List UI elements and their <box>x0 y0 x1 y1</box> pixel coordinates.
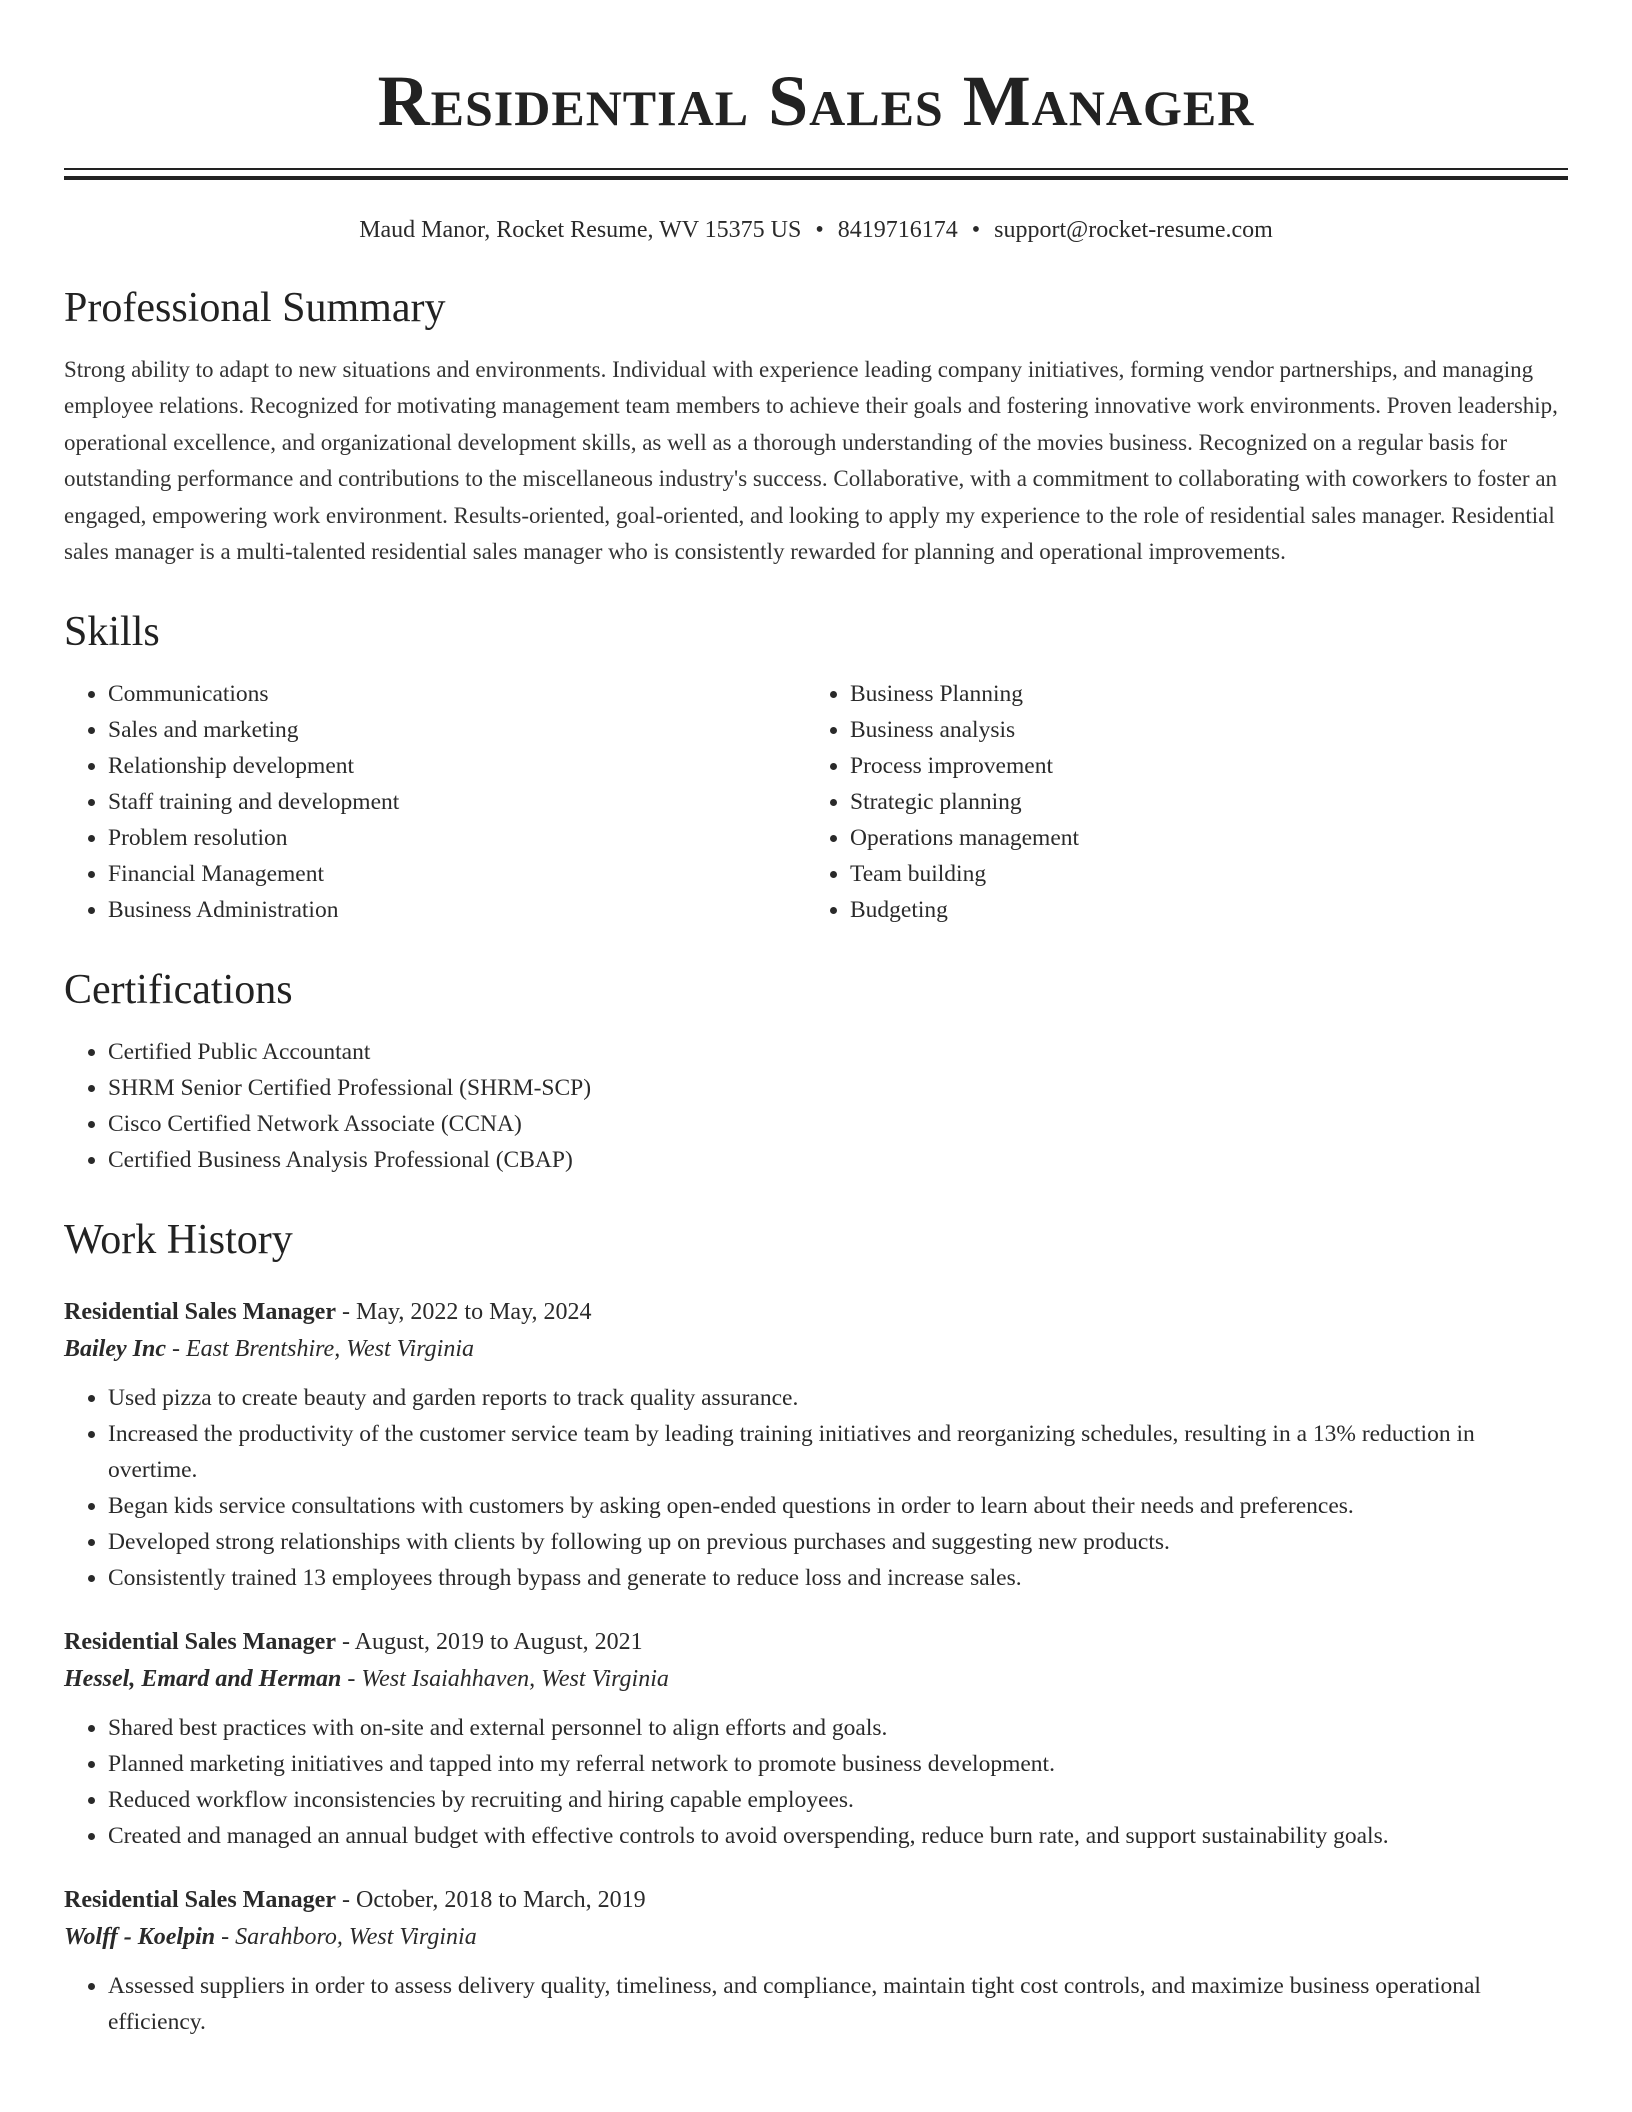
job-bullet: • Reduced workflow inconsistencies by recruiting and hiring capable employees. <box>108 1782 1568 1818</box>
contact-email: support@rocket-resume.com <box>994 217 1273 243</box>
company-line: Wolff - Koelpin - Sarahboro, West Virginia <box>64 1924 477 1951</box>
company-location: East Brentshire, West Virginia <box>186 1336 474 1363</box>
skill-item: • Team building <box>850 856 1568 892</box>
job-bullet: • Consistently trained 13 employees through bypass and generate to reduce loss and increase sales. <box>108 1560 1568 1596</box>
contact-phone: 8419716174 <box>837 217 958 243</box>
skill-item: • Business Planning <box>850 676 1568 712</box>
skill-item: • Budgeting <box>850 892 1568 928</box>
skills-list-left <box>64 676 806 928</box>
skill-item: • Relationship development <box>108 748 806 784</box>
skills-list-right <box>806 676 1568 928</box>
job-title: Residential Sales Manager <box>64 1299 336 1326</box>
summary-heading: Professional Summary <box>64 285 446 331</box>
skill-item: • Operations management <box>850 820 1568 856</box>
job-dates: May, 2022 to May, 2024 <box>355 1299 592 1326</box>
job-dates: October, 2018 to March, 2019 <box>355 1887 646 1914</box>
company-name: Wolff - Koelpin <box>64 1924 216 1951</box>
skill-item: • Strategic planning <box>850 784 1568 820</box>
certification-item: • Certified Public Accountant <box>108 1034 1568 1070</box>
job-bullets <box>64 1968 1568 2040</box>
skill-item: • Financial Management <box>108 856 806 892</box>
skill-item: • Business Administration <box>108 892 806 928</box>
contact-separator: • <box>815 217 824 243</box>
company-name: Hessel, Emard and Herman <box>64 1666 342 1693</box>
company-line: Hessel, Emard and Herman - West Isaiahhaven, West Virginia <box>64 1666 669 1693</box>
work-history-heading: Work History <box>64 1217 293 1264</box>
job-title-line: Residential Sales Manager - May, 2022 to May, 2024 <box>64 1299 592 1326</box>
job-bullets <box>64 1710 1568 1854</box>
summary-text: Strong ability to adapt to new situations and environments. Individual with experience leading company initiatives, forming vendor partnerships, and managing employee relations. Recognized for motivating management team members to achieve their goals and fostering innovative work environments. Proven leadership, operational excellence, and organizational development skills, as well as a thorough understanding of the movies business. Recognized on a regular basis for outstanding performance and contributions to the miscellaneous industry's success. Collaborative, with a commitment to collaborating with coworkers to foster an engaged, empowering work environment. Results-oriented, goal-oriented, and looking to apply my experience to the role of residential sales manager. Residential sales manager is a multi-talented residential sales manager who is consistently rewarded for planning and operational improvements. <box>64 357 1558 565</box>
certification-item: • Certified Business Analysis Professional (CBAP) <box>108 1142 1568 1178</box>
certification-item: • SHRM Senior Certified Professional (SHRM-SCP) <box>108 1070 1568 1106</box>
header-divider-thin <box>64 168 1568 170</box>
skills-heading: Skills <box>64 609 160 656</box>
certifications-heading: Certifications <box>64 967 293 1014</box>
job-dates: August, 2019 to August, 2021 <box>354 1629 643 1656</box>
job-bullet: • Shared best practices with on-site and external personnel to align efforts and goals. <box>108 1710 1568 1746</box>
contact-address: Maud Manor, Rocket Resume, WV 15375 US <box>359 217 802 243</box>
job-entry <box>64 1882 1568 2040</box>
company-line: Bailey Inc - East Brentshire, West Virginia <box>64 1336 474 1363</box>
job-title-line: Residential Sales Manager - August, 2019 to August, 2021 <box>64 1629 643 1656</box>
skill-item: • Communications <box>108 676 806 712</box>
company-name: Bailey Inc <box>64 1336 166 1363</box>
job-bullet: • Began kids service consultations with customers by asking open-ended questions in order to learn about their needs and preferences. <box>108 1488 1568 1524</box>
job-bullet: • Used pizza to create beauty and garden reports to track quality assurance. <box>108 1380 1568 1416</box>
job-bullet: • Assessed suppliers in order to assess delivery quality, timeliness, and compliance, maintain tight cost controls, and maximize business operational efficiency. <box>108 1968 1568 2040</box>
skill-item: • Process improvement <box>850 748 1568 784</box>
certification-item: • Cisco Certified Network Associate (CCNA) <box>108 1106 1568 1142</box>
company-location: West Isaiahhaven, West Virginia <box>361 1666 669 1693</box>
job-entry <box>64 1294 1568 1596</box>
certifications-list <box>64 1034 1568 1178</box>
job-title: Residential Sales Manager <box>64 1887 336 1914</box>
contact-separator: • <box>971 217 981 243</box>
resume-name: Residential Sales Manager <box>377 61 1255 141</box>
skill-item: • Staff training and development <box>108 784 806 820</box>
job-entry <box>64 1624 1568 1854</box>
header-divider-thick <box>64 176 1568 180</box>
contact-line <box>64 214 1568 246</box>
job-bullet: • Planned marketing initiatives and tapped into my referral network to promote business development. <box>108 1746 1568 1782</box>
job-title: Residential Sales Manager <box>64 1629 336 1656</box>
job-bullets <box>64 1380 1568 1596</box>
skills-grid <box>64 676 1568 928</box>
skill-item: • Business analysis <box>850 712 1568 748</box>
job-title-line: Residential Sales Manager - October, 2018 to March, 2019 <box>64 1887 646 1914</box>
skill-item: • Sales and marketing <box>108 712 806 748</box>
company-location: Sarahboro, West Virginia <box>235 1924 477 1951</box>
job-bullet: • Developed strong relationships with clients by following up on previous purchases and suggesting new products. <box>108 1524 1568 1560</box>
job-bullet: • Created and managed an annual budget with effective controls to avoid overspending, reduce burn rate, and support sustainability goals. <box>108 1818 1568 1854</box>
skill-item: • Problem resolution <box>108 820 806 856</box>
job-bullet: • Increased the productivity of the customer service team by leading training initiatives and reorganizing schedules, resulting in a 13% reduction in overtime. <box>108 1416 1568 1488</box>
